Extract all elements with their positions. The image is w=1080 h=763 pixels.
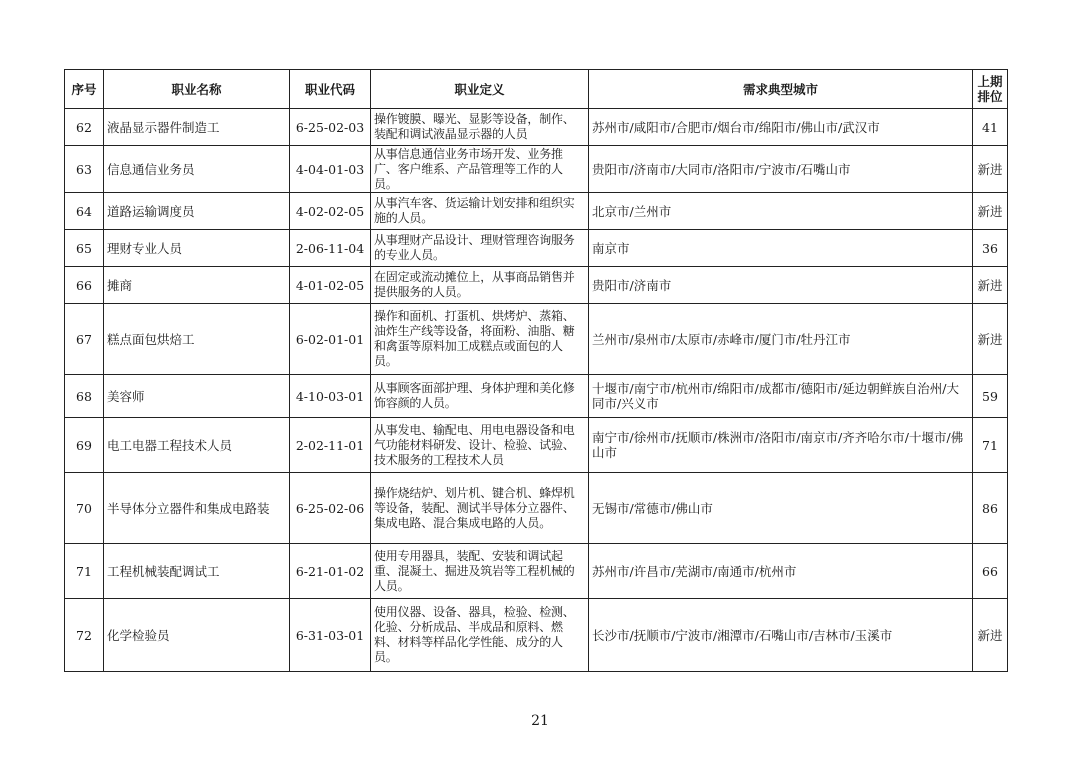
cell-cities: 十堰市/南宁市/杭州市/绵阳市/成都市/德阳市/延边朝鲜族自治州/大同市/兴义市	[589, 375, 973, 418]
table-row	[65, 109, 1008, 146]
cell-name: 糕点面包烘焙工	[104, 304, 290, 375]
cell-code: 2-02-11-01	[290, 418, 371, 473]
cell-name: 半导体分立器件和集成电路装	[104, 473, 290, 544]
cell-definition: 从事发电、输配电、用电电器设备和电气功能材料研发、设计、检验、试验、技术服务的工程技术人员	[371, 418, 589, 473]
table-row	[65, 418, 1008, 473]
header-definition: 职业定义	[371, 70, 589, 109]
table-row	[65, 473, 1008, 544]
cell-no: 66	[65, 267, 104, 304]
cell-no: 72	[65, 599, 104, 672]
cell-code: 6-25-02-03	[290, 109, 371, 146]
cell-code: 6-25-02-06	[290, 473, 371, 544]
cell-rank: 新进	[973, 304, 1008, 375]
cell-name: 液晶显示器件制造工	[104, 109, 290, 146]
cell-cities: 贵阳市/济南市/大同市/洛阳市/宁波市/石嘴山市	[589, 146, 973, 193]
cell-no: 70	[65, 473, 104, 544]
cell-definition: 操作镀膜、曝光、显影等设备，制作、装配和调试液晶显示器的人员	[371, 109, 589, 146]
jobs-table	[64, 69, 1008, 672]
cell-definition: 在固定或流动摊位上，从事商品销售并提供服务的人员。	[371, 267, 589, 304]
table-row	[65, 230, 1008, 267]
cell-definition: 操作和面机、打蛋机、烘烤炉、蒸箱、油炸生产线等设备，将面粉、油脂、糖和禽蛋等原料加工成糕点或面包的人员。	[371, 304, 589, 375]
header-cities: 需求典型城市	[589, 70, 973, 109]
cell-rank: 新进	[973, 599, 1008, 672]
cell-rank: 新进	[973, 267, 1008, 304]
cell-rank: 36	[973, 230, 1008, 267]
table-row	[65, 267, 1008, 304]
table-row	[65, 599, 1008, 672]
cell-rank: 71	[973, 418, 1008, 473]
header-rank: 上期排位	[973, 70, 1008, 109]
table-header-row	[65, 70, 1008, 109]
cell-cities: 贵阳市/济南市	[589, 267, 973, 304]
cell-name: 理财专业人员	[104, 230, 290, 267]
cell-cities: 苏州市/咸阳市/合肥市/烟台市/绵阳市/佛山市/武汉市	[589, 109, 973, 146]
cell-rank: 41	[973, 109, 1008, 146]
cell-code: 4-02-02-05	[290, 193, 371, 230]
cell-code: 6-31-03-01	[290, 599, 371, 672]
cell-name: 工程机械装配调试工	[104, 544, 290, 599]
cell-cities: 南京市	[589, 230, 973, 267]
header-name: 职业名称	[104, 70, 290, 109]
cell-cities: 南宁市/徐州市/抚顺市/株洲市/洛阳市/南京市/齐齐哈尔市/十堰市/佛山市	[589, 418, 973, 473]
cell-code: 6-21-01-02	[290, 544, 371, 599]
cell-definition: 使用仪器、设备、器具，检验、检测、化验、分析成品、半成品和原料、燃料、材料等样品化学性能、成分的人员。	[371, 599, 589, 672]
cell-definition: 使用专用器具，装配、安装和调试起重、混凝土、掘进及筑岩等工程机械的人员。	[371, 544, 589, 599]
cell-no: 64	[65, 193, 104, 230]
cell-no: 69	[65, 418, 104, 473]
cell-name: 摊商	[104, 267, 290, 304]
cell-definition: 从事汽车客、货运输计划安排和组织实施的人员。	[371, 193, 589, 230]
table-row	[65, 193, 1008, 230]
cell-name: 化学检验员	[104, 599, 290, 672]
cell-rank: 86	[973, 473, 1008, 544]
cell-cities: 苏州市/许昌市/芜湖市/南通市/杭州市	[589, 544, 973, 599]
cell-name: 道路运输调度员	[104, 193, 290, 230]
cell-definition: 从事信息通信业务市场开发、业务推广、客户维系、产品管理等工作的人员。	[371, 146, 589, 193]
header-code: 职业代码	[290, 70, 371, 109]
cell-cities: 长沙市/抚顺市/宁波市/湘潭市/石嘴山市/吉林市/玉溪市	[589, 599, 973, 672]
cell-no: 63	[65, 146, 104, 193]
cell-cities: 兰州市/泉州市/太原市/赤峰市/厦门市/牡丹江市	[589, 304, 973, 375]
cell-cities: 无锡市/常德市/佛山市	[589, 473, 973, 544]
cell-no: 68	[65, 375, 104, 418]
cell-definition: 操作烧结炉、划片机、键合机、蜂焊机等设备，装配、测试半导体分立器件、集成电路、混合集成电路的人员。	[371, 473, 589, 544]
cell-name: 美容师	[104, 375, 290, 418]
table-row	[65, 304, 1008, 375]
cell-no: 71	[65, 544, 104, 599]
cell-no: 67	[65, 304, 104, 375]
table-row	[65, 146, 1008, 193]
cell-rank: 新进	[973, 146, 1008, 193]
table-row	[65, 544, 1008, 599]
cell-code: 2-06-11-04	[290, 230, 371, 267]
header-no: 序号	[65, 70, 104, 109]
table-row	[65, 375, 1008, 418]
cell-definition: 从事顾客面部护理、身体护理和美化修饰容颜的人员。	[371, 375, 589, 418]
cell-cities: 北京市/兰州市	[589, 193, 973, 230]
cell-no: 65	[65, 230, 104, 267]
cell-code: 4-04-01-03	[290, 146, 371, 193]
cell-rank: 59	[973, 375, 1008, 418]
cell-code: 4-10-03-01	[290, 375, 371, 418]
cell-no: 62	[65, 109, 104, 146]
cell-rank: 66	[973, 544, 1008, 599]
cell-code: 6-02-01-01	[290, 304, 371, 375]
cell-rank: 新进	[973, 193, 1008, 230]
page-number: 21	[531, 713, 549, 729]
cell-definition: 从事理财产品设计、理财管理咨询服务的专业人员。	[371, 230, 589, 267]
cell-code: 4-01-02-05	[290, 267, 371, 304]
cell-name: 信息通信业务员	[104, 146, 290, 193]
cell-name: 电工电器工程技术人员	[104, 418, 290, 473]
